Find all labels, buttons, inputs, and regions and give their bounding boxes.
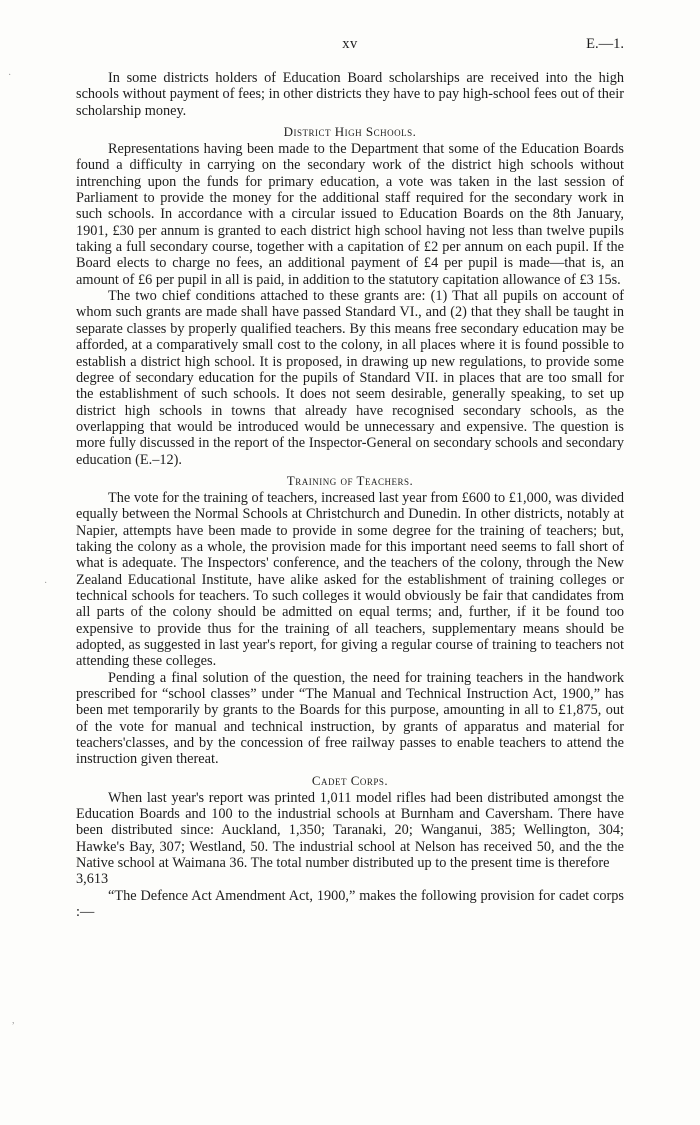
document-reference: E.—1. — [586, 36, 624, 52]
document-body — [76, 70, 624, 921]
paragraph-defence-act: “The Defence Act Amendment Act, 1900,” makes the following provision for cadet corps :— — [76, 887, 624, 921]
section-heading-district-high-schools: District High Schools. — [283, 124, 417, 140]
paragraph-cadet-rifles: When last year's report was printed 1,011 model rifles had been distributed amongst the Education Boards and 100 to the industrial schools at Burnham and Caversham. There have been distributed since: Auckland, 1,350; Taranaki, 20; Wanganui, 385; Wellington, 304; Hawke's Bay, 307; Westland, 50. The industrial school at Nelson has received 50, and the the Native school at Waimana 36. The total number distributed up to the present time is therefore — [76, 789, 624, 872]
paragraph-training-handwork: Pending a final solution of the question, the need for training teachers in the handwork prescribed for “school classes” under “The Manual and Technical Instruction Act, 1900,” has been met temporarily by grants to the Boards for this purpose, amounting in all to £1,875, out of the vote for manual and technical instruction, by grants of apparatus and material for teachers'classes, and by the concession of free railway passes to enable teachers to attend the instruction given thereat. — [76, 669, 624, 768]
margin-mark: · — [44, 578, 48, 589]
margin-mark: · — [8, 70, 12, 81]
paragraph-training-vote: The vote for the training of teachers, increased last year from £600 to £1,000, was divided equally between the Normal Schools at Christchurch and Dunedin. In other districts, notably at Napier, attempts have been made to provide in some degree for the training of teachers; but, taking the colony as a whole, the provision made for this important need seems to fall short of what is adequate. The Inspectors' conference, and the teachers of the colony, through the New Zealand Educational Institute, have alike asked for the establishment of training colleges or technical schools for teachers. To such colleges it would obviously be fair that candidates from all parts of the colony should be admitted on equal terms; and, further, if it be found too expensive to provide thus for the training of all teachers, supplementary means should be adopted, as suggested in last year's report, for giving a regular course of training to teachers not attending these colleges. — [76, 489, 624, 670]
paragraph-scholarships: In some districts holders of Education Board scholarships are received into the high schools without payment of fees; in other districts they have to pay high-school fees out of their scholarship money. — [76, 70, 624, 119]
cadet-total-value: 3,613 — [76, 871, 109, 888]
section-heading-training-of-teachers: Training of Teachers. — [286, 472, 414, 488]
margin-mark: , — [12, 1015, 15, 1026]
paragraph-district-conditions: The two chief conditions attached to these grants are: (1) That all pupils on account of whom such grants are made shall have passed Standard VI., and (2) that they shall be taught in separate classes by properly qualified teachers. By this means free secondary education may be afforded, at a comparatively small cost to the colony, in all places where it is found possible to establish a district high school. It is proposed, in drawing up new regulations, to provide some degree of secondary education for the pupils of Standard VII. in places that are too small for the establishment of such schools. It does not seem desirable, generally speaking, to set up district high schools in towns that already have recognised secondary schools, as the overlapping that would be introduced would be unnecessary and expensive. The question is more fully discussed in the report of the Inspector-General on secondary schools and secondary education (E.–12). — [76, 288, 624, 468]
page-number: xv — [342, 36, 358, 52]
section-heading-cadet-corps: Cadet Corps. — [311, 772, 389, 788]
paragraph-district-funding: Representations having been made to the Department that some of the Education Boards found a difficulty in carrying on the secondary work of the district high schools without intrenching upon the funds for primary education, a vote was taken in the last session of Parliament to provide the money for the additional staff required for the secondary work in such schools. In accordance with a circular issued to Education Boards on the 8th January, 1901, £30 per annum is granted to each district high school having not less than twelve pupils taking a full secondary course, together with a capitation of £2 per annum on each pupil. If the Board elects to charge no fees, an additional payment of £4 per pupil is made—that is, an amount of £6 per pupil in all is paid, in addition to the statutory capitation allowance of £3 15s. — [76, 141, 624, 288]
page-header — [76, 36, 624, 56]
